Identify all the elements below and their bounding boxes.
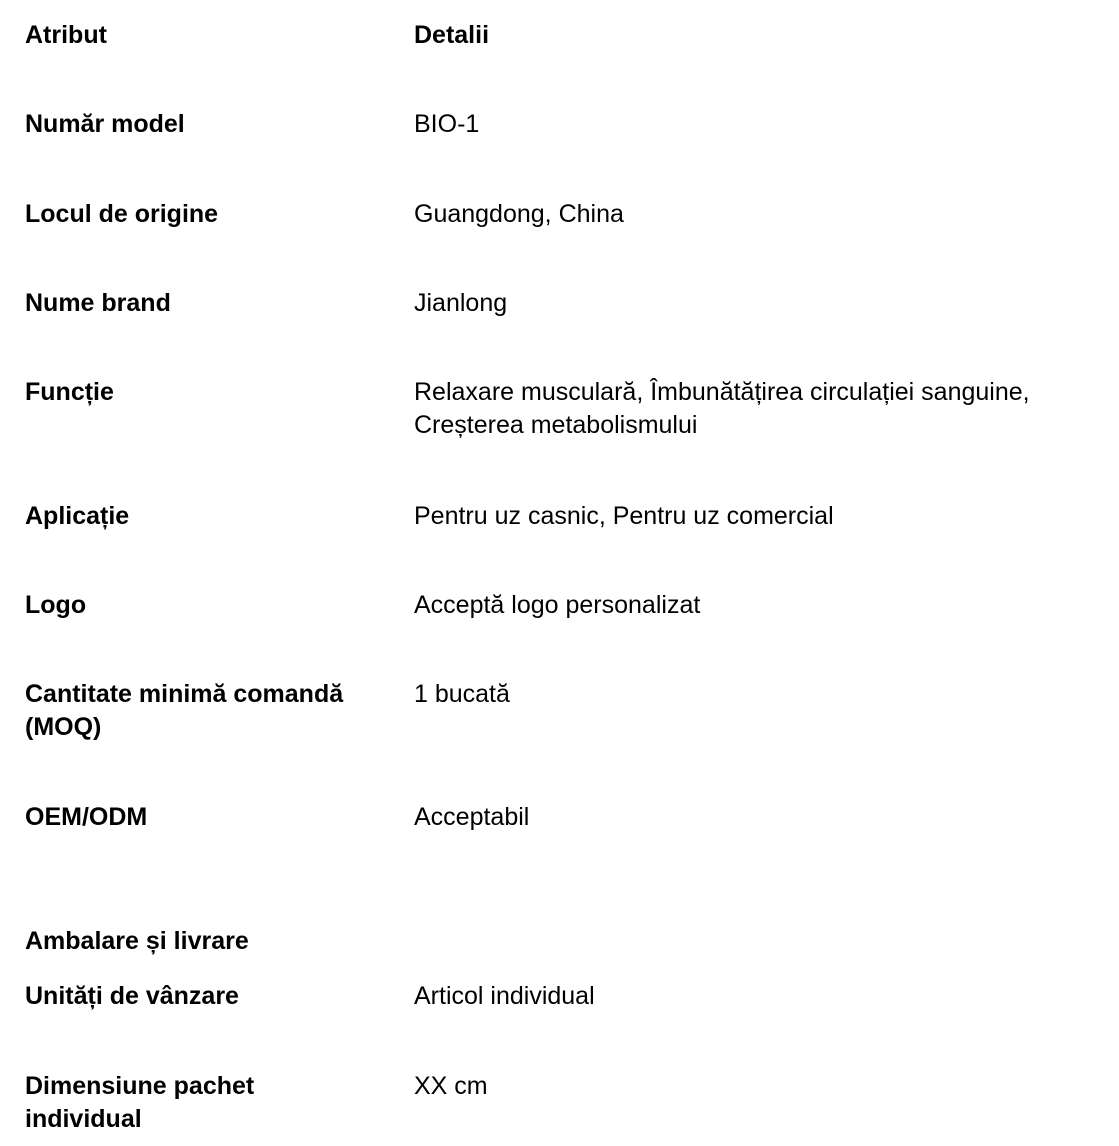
row-label: Aplicație (25, 502, 130, 530)
row-label: Unități de vânzare (25, 982, 239, 1010)
row-value: 1 bucată (414, 680, 510, 708)
row-label: Cantitate minimă comandă (MOQ) (25, 680, 344, 741)
row-label: Logo (25, 591, 87, 619)
header-attribute: Atribut (25, 21, 107, 49)
section-title: Ambalare și livrare (25, 927, 249, 955)
row-label: OEM/ODM (25, 803, 148, 831)
row-value: Articol individual (414, 982, 595, 1010)
row-label: Locul de origine (25, 200, 219, 228)
row-label: Număr model (25, 110, 185, 138)
row-label: Nume brand (25, 289, 171, 317)
row-value: Acceptabil (414, 803, 530, 831)
row-label: Dimensiune pachet individual (25, 1072, 255, 1133)
row-value: Relaxare musculară, Îmbunătățirea circulației sanguine, Creșterea metabolismului (414, 378, 1030, 439)
row-value: Jianlong (414, 289, 508, 317)
header-details: Detalii (414, 21, 490, 49)
row-value: Pentru uz casnic, Pentru uz comercial (414, 502, 834, 530)
row-value: BIO-1 (414, 110, 480, 138)
row-label: Funcție (25, 378, 114, 406)
row-value: XX cm (414, 1072, 488, 1100)
row-value: Acceptă logo personalizat (414, 591, 701, 619)
row-value: Guangdong, China (414, 200, 624, 228)
